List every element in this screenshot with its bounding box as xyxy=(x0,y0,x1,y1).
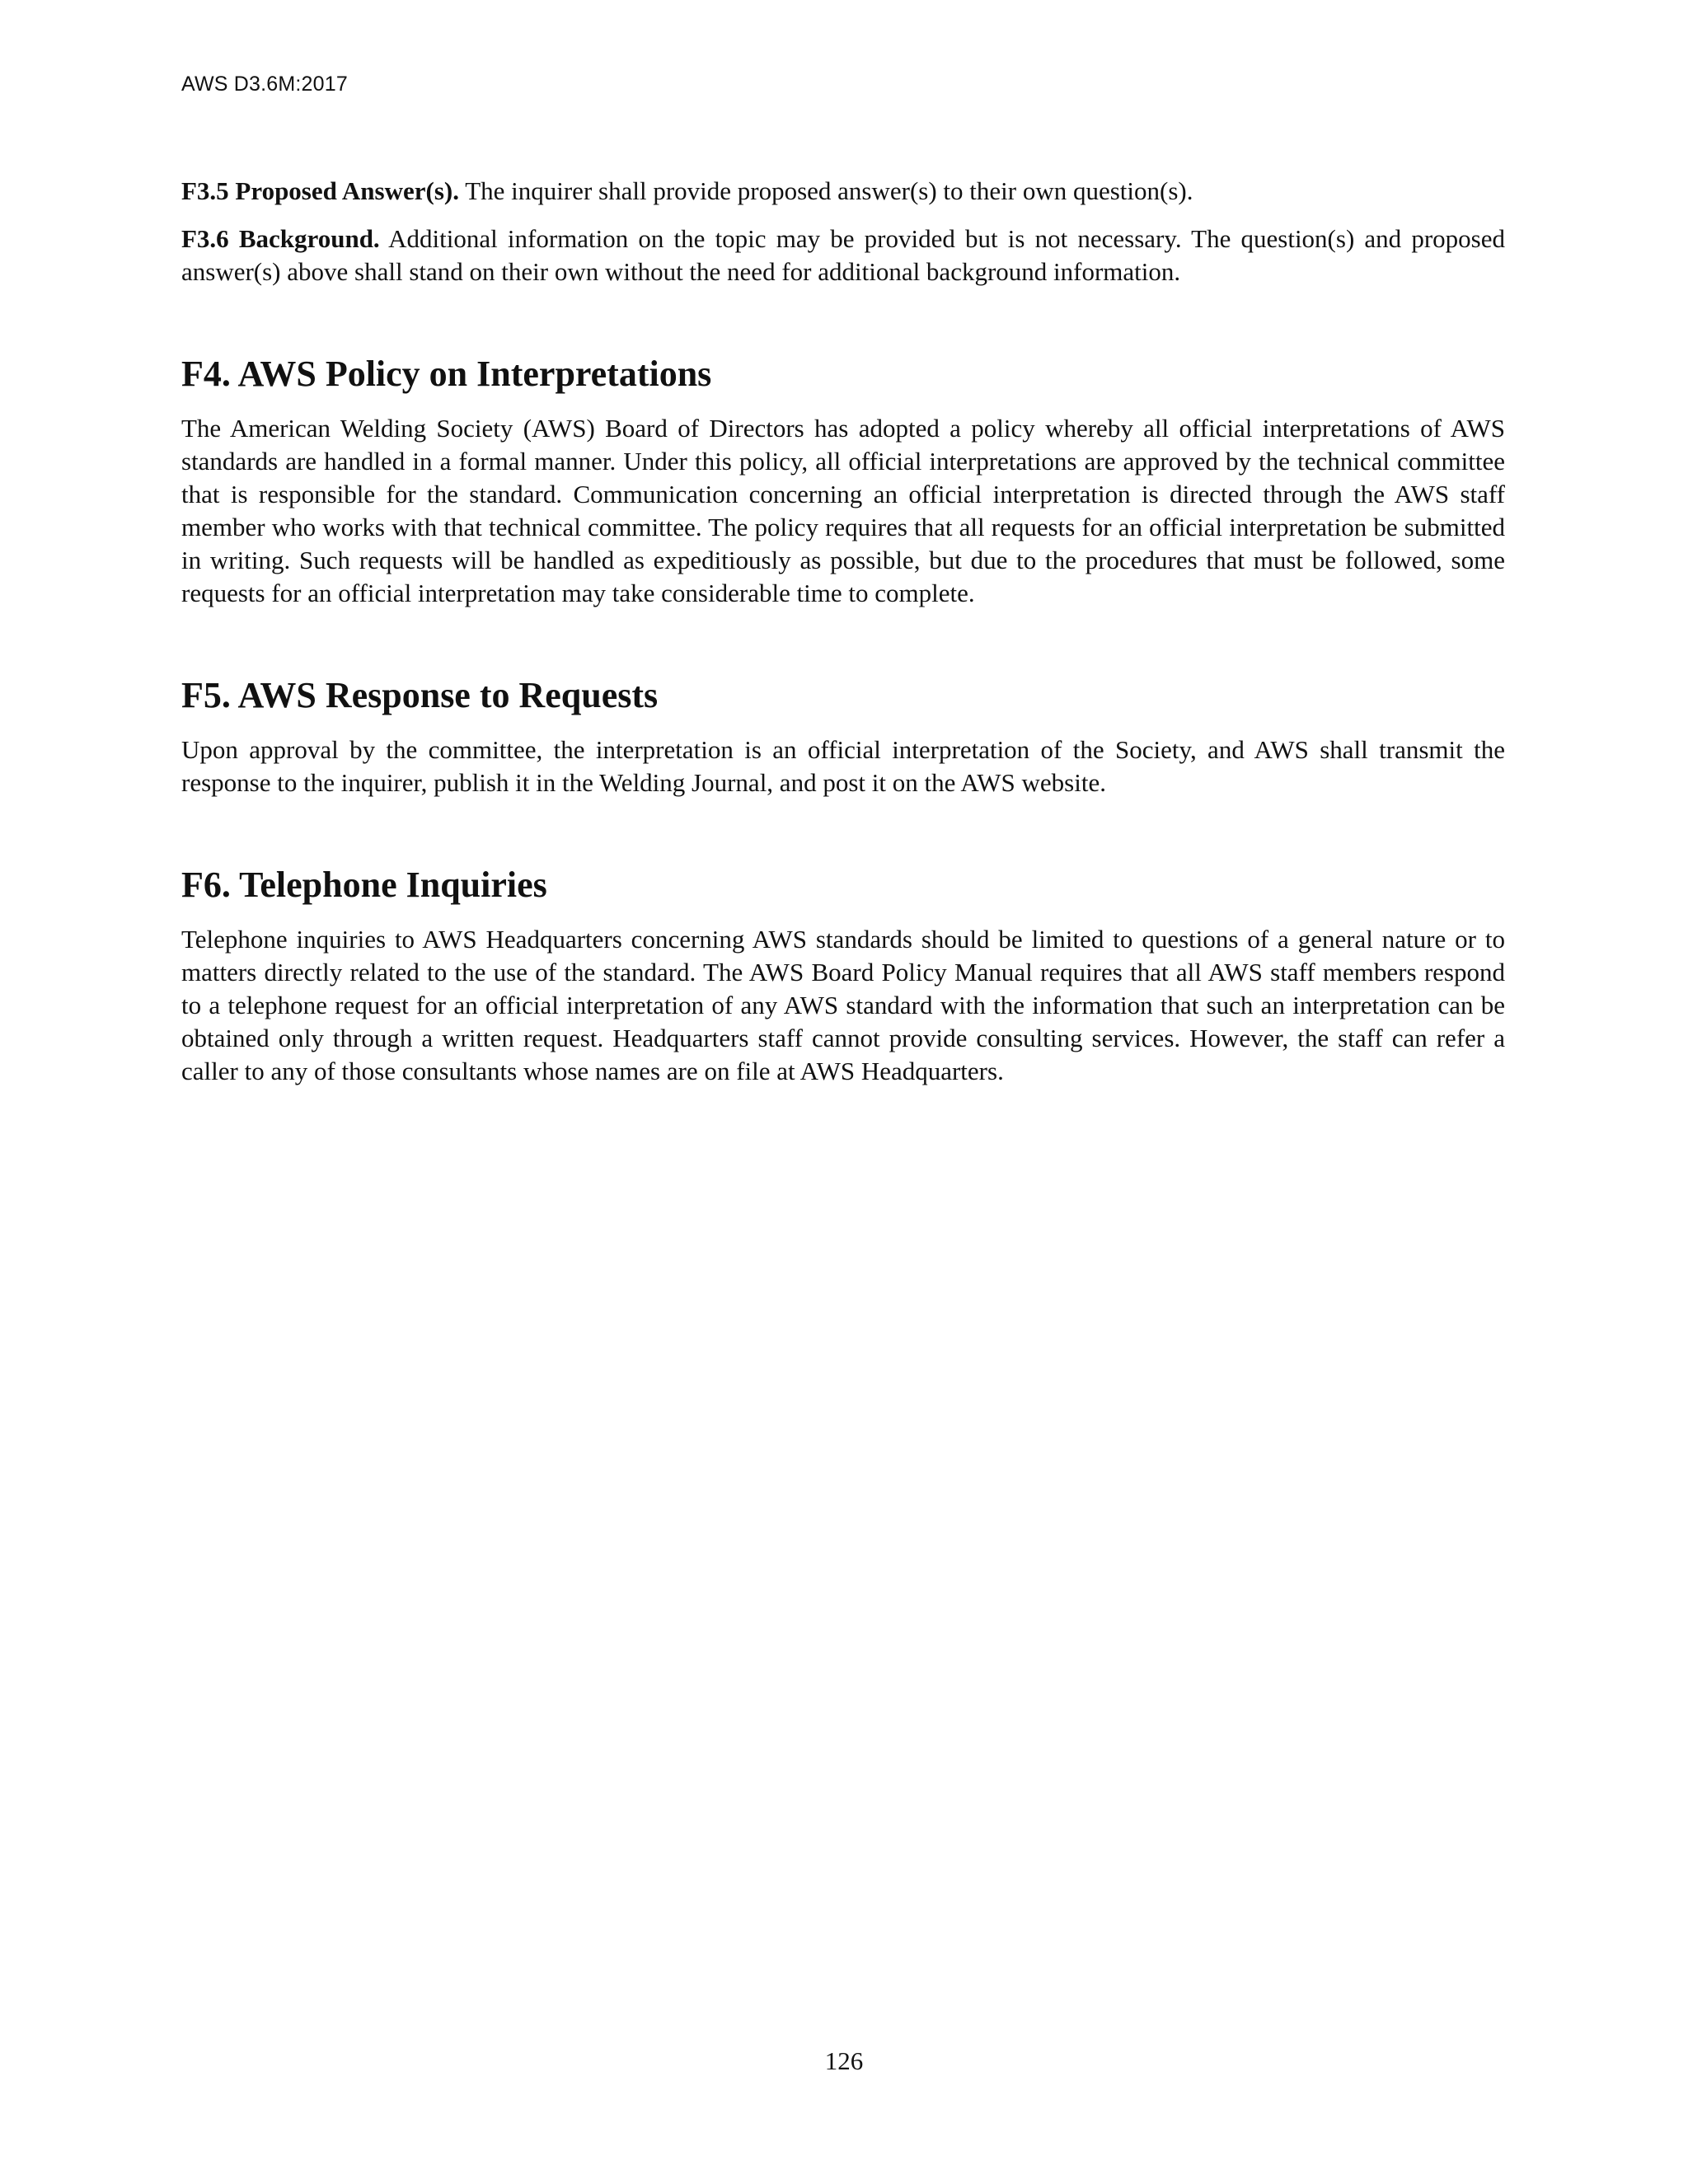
subsection-f3-6 xyxy=(181,223,1505,288)
page-content xyxy=(181,175,1505,1103)
running-header: AWS D3.6M:2017 xyxy=(181,73,348,96)
section-body: The American Welding Society (AWS) Board of Directors has adopted a policy whereby all official interpretations of AWS standards are handled in a formal manner. Under this policy, all official interpretations are approved by the technical committee that is responsible for the standard. Communication concerning an official interpretation is directed through the AWS staff member who works with that technical committee. The policy requires that all requests for an official interpretation be submitted in writing. Such requests will be handled as expeditiously as possible, but due to the procedures that must be followed, some requests for an official interpretation may take considerable time to complete. xyxy=(181,414,1505,607)
section-heading: F6. Telephone Inquiries xyxy=(181,865,547,905)
section-body: Telephone inquiries to AWS Headquarters concerning AWS standards should be limited to questions of a general nature or to matters directly related to the use of the standard. The AWS Board Policy Manual requires that all AWS staff members respond to a telephone request for an official interpretation of any AWS standard with the information that such an interpretation can be obtained only through a written request. Headquarters staff cannot provide consulting services. However, the staff can refer a caller to any of those consultants whose names are on file at AWS Headquarters. xyxy=(181,925,1505,1085)
section-heading: F4. AWS Policy on Interpretations xyxy=(181,354,712,394)
subsection-label: F3.6 Background. xyxy=(181,224,380,253)
section-f4 xyxy=(181,353,1505,610)
page-number: 126 xyxy=(824,2046,864,2075)
subsection-label: F3.5 Proposed Answer(s). xyxy=(181,176,459,205)
subsection-f3-5 xyxy=(181,175,1505,208)
section-f5 xyxy=(181,674,1505,799)
subsection-text: Additional information on the topic may be provided but is not necessary. The question(s) and proposed answer(s) above shall stand on their own without the need for additional background information. xyxy=(181,224,1505,286)
section-body: Upon approval by the committee, the interpretation is an official interpretation of the Society, and AWS shall transmit the response to the inquirer, publish it in the Welding Journal, and post it on the AWS website. xyxy=(181,735,1505,797)
section-heading: F5. AWS Response to Requests xyxy=(181,675,659,715)
section-f6 xyxy=(181,864,1505,1088)
subsection-text: The inquirer shall provide proposed answer(s) to their own question(s). xyxy=(465,176,1193,205)
